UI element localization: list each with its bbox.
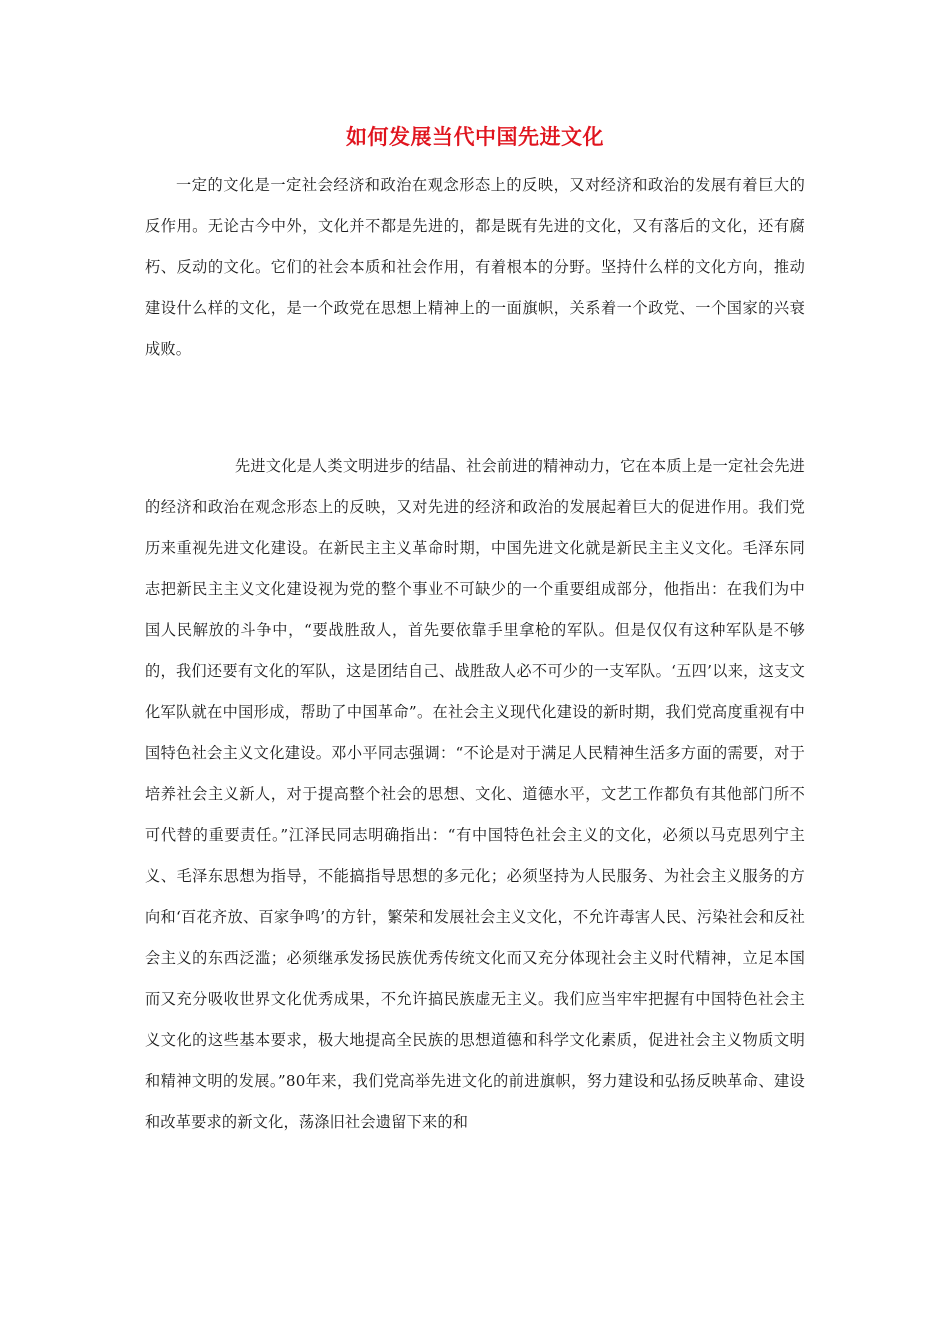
paragraph-advanced-culture: 先进文化是人类文明进步的结晶、社会前进的精神动力，它在本质上是一定社会先进的经济和政治在观念形态上的反映，又对先进的经济和政治的发展起着巨大的促进作用。我们党历来重视先进文化建设。在新民主主义革命时期，中国先进文化就是新民主主义文化。毛泽东同志把新民主主义文化建设视为党的整个事业不可缺少的一个重要组成部分，他指出：在我们为中国人民解放的斗争中，“要战胜敌人，首先要依靠手里拿枪的军队。但是仅仅有这种军队是不够的，我们还要有文化的军队，这是团结自己、战胜敌人必不可少的一支军队。‘五四’以来，这支文化军队就在中国形成，帮助了中国革命”。在社会主义现代化建设的新时期，我们党高度重视有中国特色社会主义文化建设。邓小平同志强调：“不论是对于满足人民精神生活多方面的需要，对于培养社会主义新人，对于提高整个社会的思想、文化、道德水平，文艺工作都负有其他部门所不可代替的重要责任。”江泽民同志明确指出：“有中国特色社会主义的文化，必须以马克思列宁主义、毛泽东思想为指导，不能搞指导思想的多元化；必须坚持为人民服务、为社会主义服务的方向和‘百花齐放、百家争鸣’的方针，繁荣和发展社会主义文化，不允许毒害人民、污染社会和反社会主义的东西泛滥；必须继承发扬民族优秀传统文化而又充分体现社会主义时代精神，立足本国而又充分吸收世界文化优秀成果，不允许搞民族虚无主义。我们应当牢牢把握有中国特色社会主义文化的这些基本要求，极大地提高全民族的思想道德和科学文化素质，促进社会主义物质文明和精神文明的发展。”80年来，我们党高举先进文化的前进旗帜，努力建设和弘扬反映革命、建设和改革要求的新文化，荡涤旧社会遗留下来的和 (145, 457, 805, 1131)
paragraph-intro: 一定的文化是一定社会经济和政治在观念形态上的反映，又对经济和政治的发展有着巨大的反作用。无论古今中外，文化并不都是先进的，都是既有先进的文化，又有落后的文化，还有腐朽、反动的文化。它们的社会本质和社会作用，有着根本的分野。坚持什么样的文化方向，推动建设什么样的文化，是一个政党在思想上精神上的一面旗帜，关系着一个政党、一个国家的兴衰成败。 (145, 176, 805, 358)
document-title: 如何发展当代中国先进文化 (346, 124, 604, 149)
